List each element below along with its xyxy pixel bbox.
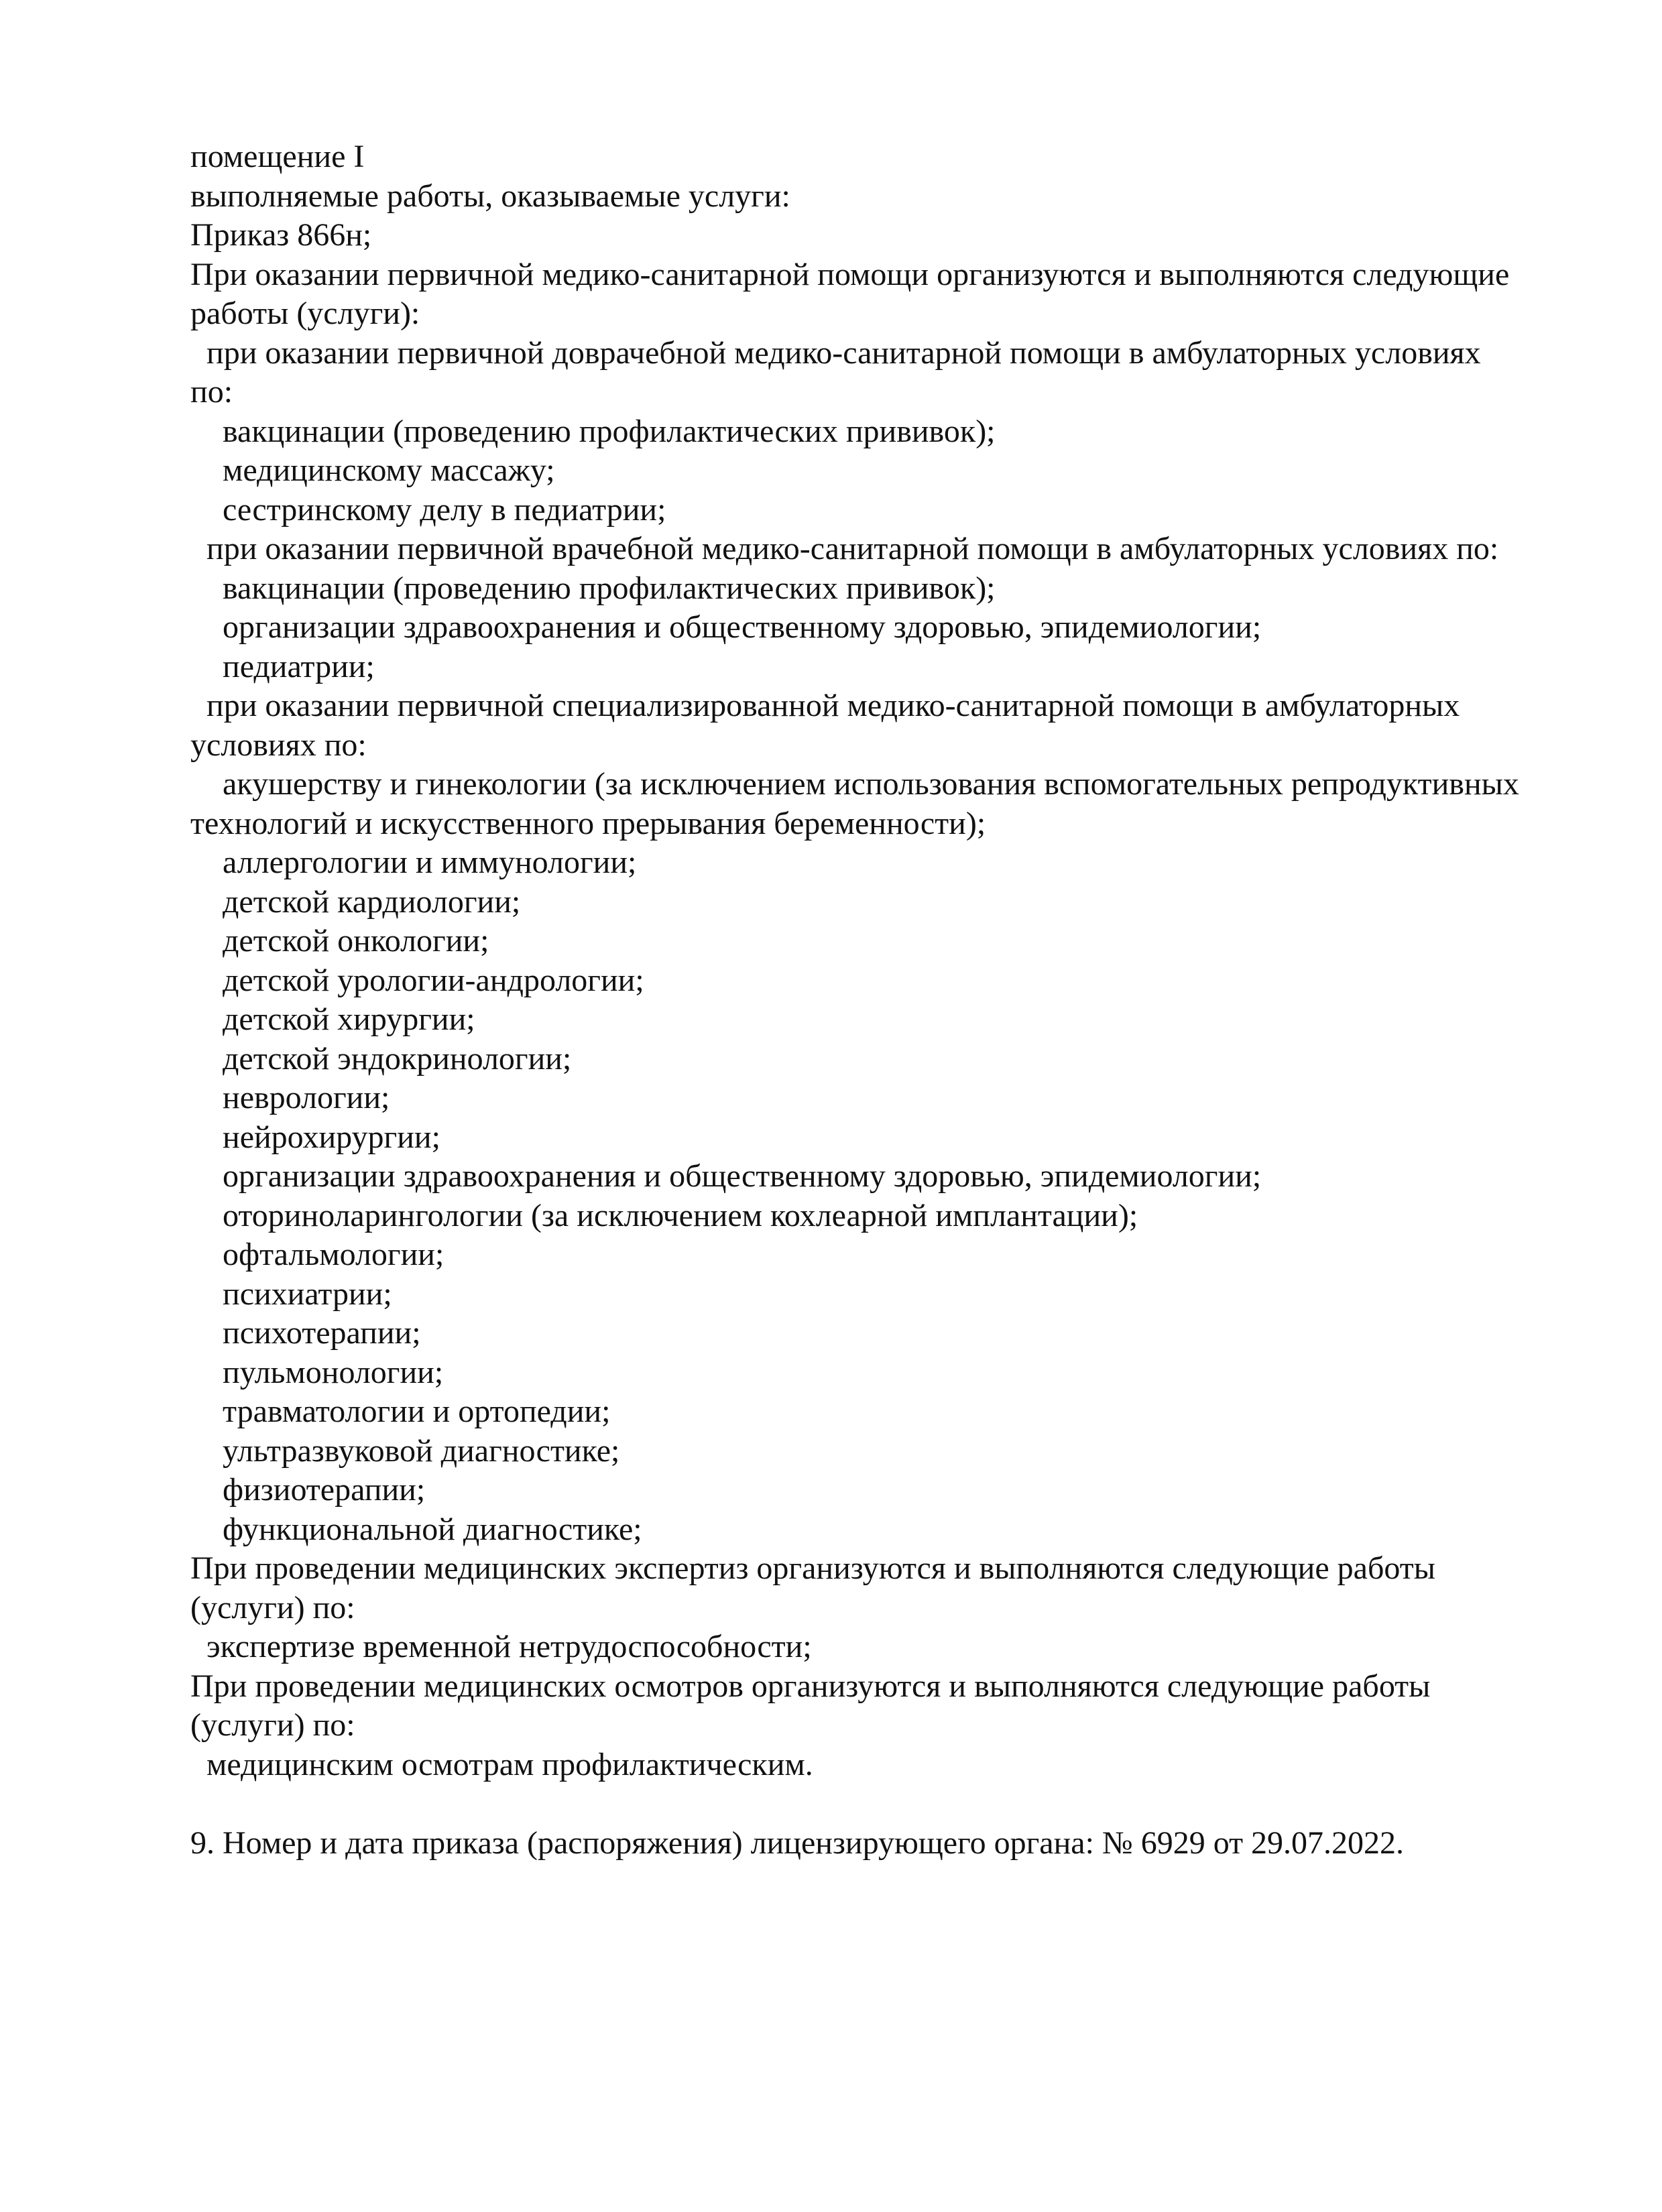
list-item: психиатрии;: [223, 1276, 392, 1312]
list-item: экспертизе временной нетрудоспособности;: [206, 1629, 812, 1664]
list-item: физиотерапии;: [223, 1472, 426, 1508]
vrach-heading: при оказании первичной врачебной медико-санитарной помощи в амбулаторных условиях по:: [206, 531, 1499, 566]
primary-care-intro-cont: работы (услуги):: [190, 296, 420, 331]
list-item: травматологии и ортопедии;: [223, 1394, 611, 1429]
list-item: медицинскому массажу;: [223, 452, 555, 488]
prevrach-heading-cont: по:: [190, 374, 233, 410]
exams-intro-cont: (услуги) по:: [190, 1707, 355, 1743]
expertise-intro-cont: (услуги) по:: [190, 1589, 355, 1625]
list-item: офтальмологии;: [223, 1237, 444, 1272]
list-item: оториноларингологии (за исключением кохлеарной имплантации);: [223, 1197, 1138, 1233]
order-number-line: 9. Номер и дата приказа (распоряжения) лицензирующего органа: № 6929 от 29.07.2022.: [190, 1825, 1405, 1861]
list-item: детской урологии-андрологии;: [223, 962, 644, 998]
works-heading: выполняемые работы, оказываемые услуги:: [190, 178, 790, 214]
list-item: пульмонологии;: [223, 1354, 444, 1390]
exams-intro: При проведении медицинских осмотров организуются и выполняются следующие работы: [190, 1668, 1431, 1704]
order-reference: Приказ 866н;: [190, 217, 372, 253]
list-item: организации здравоохранения и общественному здоровью, эпидемиологии;: [223, 1158, 1262, 1194]
primary-care-intro: При оказании первичной медико-санитарной помощи организуются и выполняются следующие: [190, 256, 1510, 292]
list-item-cont: технологий и искусственного прерывания беременности);: [190, 805, 986, 841]
list-item: нейрохирургии;: [223, 1119, 440, 1155]
list-item: организации здравоохранения и общественному здоровью, эпидемиологии;: [223, 609, 1262, 645]
list-item: детской хирургии;: [223, 1001, 475, 1037]
list-item: детской онкологии;: [223, 923, 489, 959]
list-item: аллергологии и иммунологии;: [223, 845, 637, 880]
list-item: сестринскому делу в педиатрии;: [223, 491, 666, 528]
specialized-heading: при оказании первичной специализированной медико-санитарной помощи в амбулаторных: [206, 688, 1460, 723]
expertise-intro: При проведении медицинских экспертиз организуются и выполняются следующие работы: [190, 1550, 1435, 1586]
list-item: неврологии;: [223, 1080, 390, 1115]
document-body: [190, 137, 1558, 1863]
paragraph-spacer: [190, 1784, 1558, 1824]
specialized-heading-cont: условиях по:: [190, 727, 367, 763]
list-item: вакцинации (проведению профилактических прививок);: [223, 413, 996, 449]
list-item: ультразвуковой диагностике;: [223, 1432, 620, 1469]
list-item: акушерству и гинекологии (за исключением использования вспомогательных репродуктивных: [223, 766, 1519, 802]
list-item: детской кардиологии;: [223, 883, 521, 920]
list-item: педиатрии;: [223, 648, 375, 684]
list-item: вакцинации (проведению профилактических прививок);: [223, 570, 996, 606]
list-item: психотерапии;: [223, 1315, 421, 1351]
room-line: помещение I: [190, 139, 365, 174]
prevrach-heading: при оказании первичной доврачебной медико-санитарной помощи в амбулаторных условиях: [206, 334, 1481, 371]
list-item: медицинским осмотрам профилактическим.: [206, 1746, 813, 1782]
list-item: функциональной диагностике;: [223, 1511, 642, 1547]
list-item: детской эндокринологии;: [223, 1040, 572, 1077]
